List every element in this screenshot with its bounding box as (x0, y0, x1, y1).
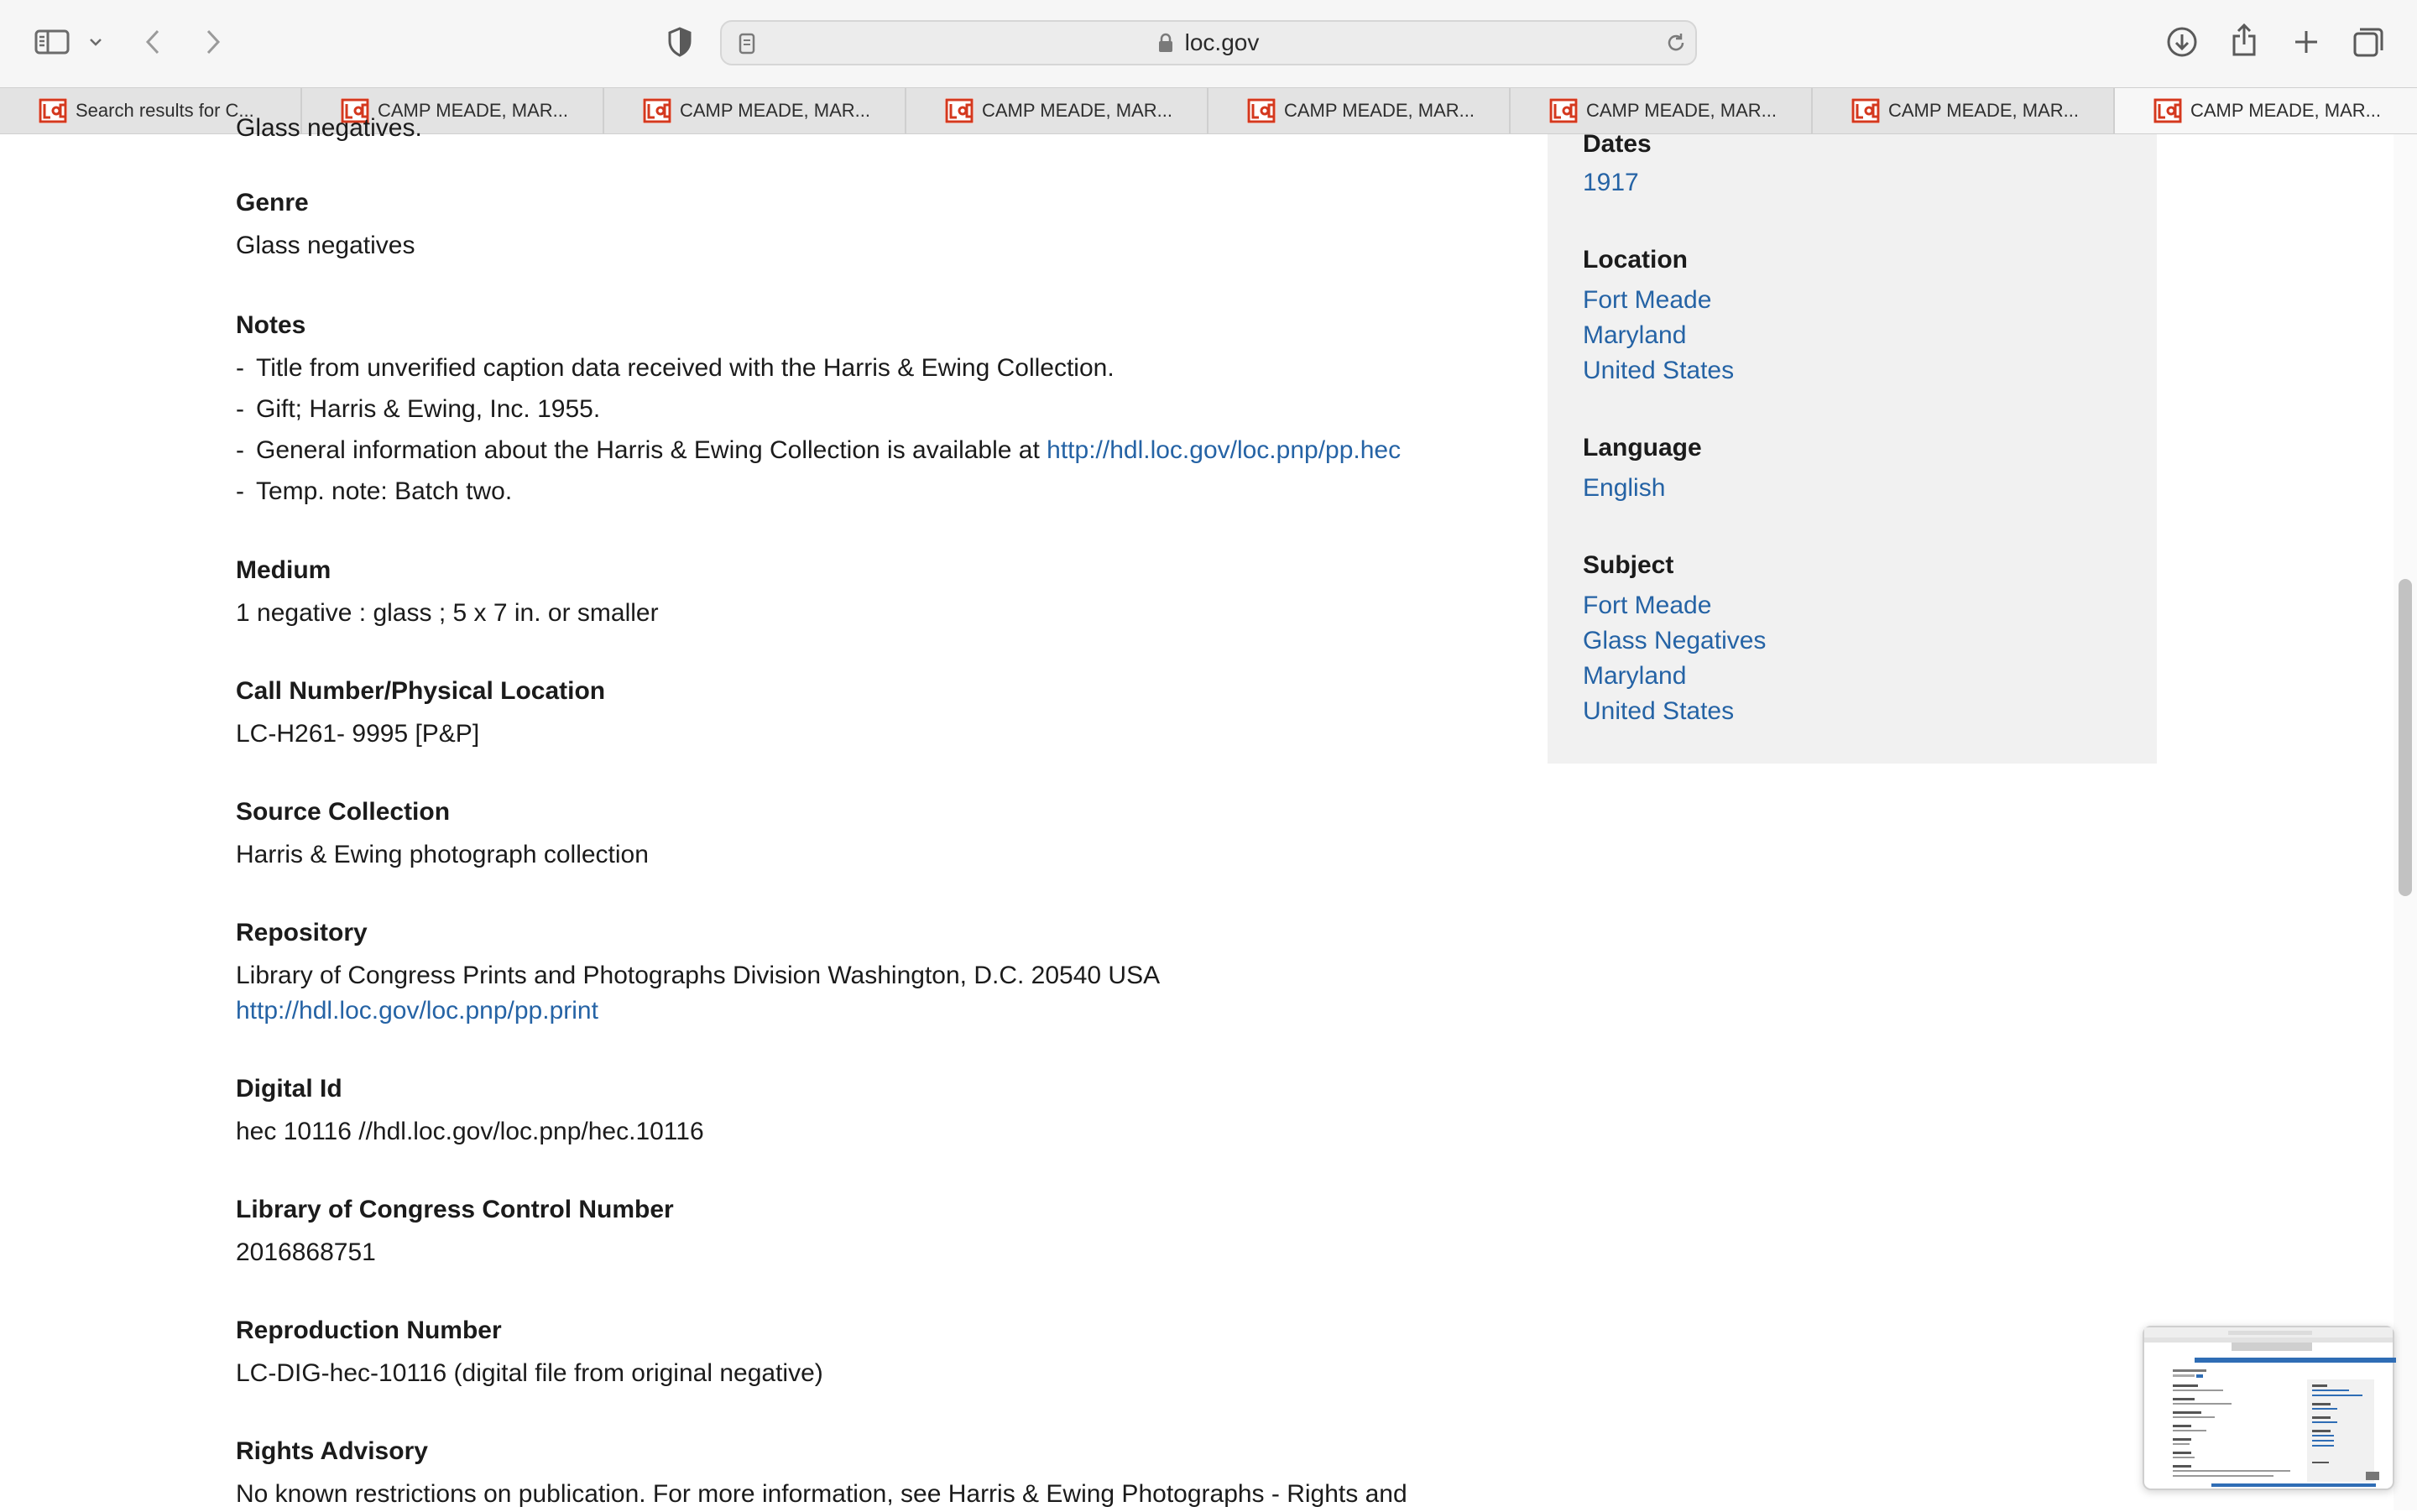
rights-advisory-section (236, 1435, 1407, 1512)
genre-section (236, 186, 415, 263)
field-label: Digital Id (236, 1075, 342, 1103)
field-value: Harris & Ewing photograph collection (236, 841, 649, 868)
field-label: Medium (236, 556, 331, 584)
field-label: Repository (236, 919, 368, 946)
new-tab-plus-icon[interactable] (2288, 23, 2325, 60)
tab-title: CAMP MEADE, MAR... (982, 100, 1172, 121)
note-item: - Temp. note: Batch two. (236, 477, 513, 505)
tab-overview-icon[interactable] (2350, 23, 2387, 60)
browser-toolbar (0, 0, 2417, 87)
tab-title: CAMP MEADE, MAR... (1284, 100, 1475, 121)
note-text: Title from unverified caption data received with the Harris & Ewing Collection. (256, 354, 1115, 382)
field-value: LC-DIG-hec-10116 (digital file from original negative) (236, 1359, 823, 1387)
browser-tab[interactable] (604, 88, 906, 133)
loc-favicon-icon (1549, 98, 1578, 123)
tab-title: CAMP MEADE, MAR... (1888, 100, 2079, 121)
note-item: - Gift; Harris & Ewing, Inc. 1955. (236, 395, 601, 423)
back-arrow-icon[interactable] (138, 23, 168, 60)
privacy-shield-icon[interactable] (663, 25, 697, 59)
browser-tab[interactable] (1813, 88, 2115, 133)
location-link[interactable]: United States (1583, 357, 1735, 384)
tab-title: CAMP MEADE, MAR... (680, 100, 870, 121)
downloads-icon[interactable] (2164, 23, 2200, 60)
date-link[interactable]: 1917 (1583, 169, 1639, 196)
note-text: General information about the Harris & Ewing Collection is available at (256, 436, 1047, 464)
tab-title: CAMP MEADE, MAR... (2190, 100, 2381, 121)
loc-favicon-icon (643, 98, 671, 123)
loc-favicon-icon (39, 98, 67, 123)
field-label: Rights Advisory (236, 1437, 428, 1465)
field-value: No known restrictions on publication. For more information, see Harris & Ewing Photographs - Rights and (236, 1480, 1407, 1508)
partial-field-value: Glass negatives. (236, 114, 422, 142)
browser-tab-active[interactable] (2115, 88, 2417, 133)
share-icon[interactable] (2226, 20, 2263, 60)
field-label: Reproduction Number (236, 1316, 502, 1344)
browser-tab[interactable] (1511, 88, 1813, 133)
notes-list (236, 347, 1401, 512)
loc-favicon-icon (945, 98, 974, 123)
loc-favicon-icon (1247, 98, 1276, 123)
browser-tab[interactable] (906, 88, 1208, 133)
subject-label: Subject (1583, 551, 1674, 579)
lccn-section (236, 1193, 674, 1270)
browser-tab[interactable] (1208, 88, 1511, 133)
url-display (722, 22, 1695, 64)
field-value: 1 negative : glass ; 5 x 7 in. or smaller (236, 599, 659, 627)
reload-icon[interactable] (1663, 30, 1689, 55)
forward-arrow-icon[interactable] (198, 23, 228, 60)
field-value: hec 10116 //hdl.loc.gov/loc.pnp/hec.10116 (236, 1118, 704, 1145)
tab-title: CAMP MEADE, MAR... (378, 100, 568, 121)
digital-id-section (236, 1072, 704, 1150)
loc-favicon-icon (2153, 98, 2182, 123)
language-label: Language (1583, 434, 1702, 461)
field-value: Library of Congress Prints and Photographs Division Washington, D.C. 20540 USA (236, 962, 1161, 989)
note-text: Temp. note: Batch two. (256, 477, 513, 505)
subject-link[interactable]: Maryland (1583, 662, 1687, 690)
note-text: Gift; Harris & Ewing, Inc. 1955. (256, 395, 601, 423)
lock-icon (1158, 33, 1173, 53)
page-preview-thumbnail[interactable] (2143, 1326, 2394, 1490)
subject-link[interactable]: United States (1583, 697, 1735, 725)
loc-favicon-icon (1851, 98, 1880, 123)
subject-link[interactable]: Glass Negatives (1583, 627, 1767, 654)
field-label: Call Number/Physical Location (236, 677, 606, 705)
thumbnail-page-image (2144, 1327, 2393, 1489)
field-value: LC-H261- 9995 [P&P] (236, 720, 480, 748)
source-collection-section (236, 795, 649, 873)
tab-title: Search results for C... (76, 100, 254, 121)
field-label: Library of Congress Control Number (236, 1196, 674, 1223)
field-value: 2016868751 (236, 1238, 376, 1266)
medium-section (236, 554, 659, 631)
sidebar-toggle-icon[interactable] (32, 25, 72, 59)
address-bar[interactable] (720, 20, 1697, 65)
repository-link[interactable]: http://hdl.loc.gov/loc.pnp/pp.print (236, 997, 598, 1025)
subject-link[interactable]: Fort Meade (1583, 592, 1712, 619)
repository-section (236, 916, 1160, 1029)
note-item: - Title from unverified caption data received with the Harris & Ewing Collection. (236, 354, 1115, 382)
hec-collection-link[interactable]: http://hdl.loc.gov/loc.pnp/pp.hec (1047, 436, 1402, 464)
tab-title: CAMP MEADE, MAR... (1586, 100, 1777, 121)
field-value: Glass negatives (236, 232, 415, 259)
location-label: Location (1583, 246, 1688, 274)
facets-sidebar (1548, 130, 2157, 764)
page-content (0, 114, 2417, 1510)
dates-label: Dates (1583, 130, 1652, 158)
location-link[interactable]: Fort Meade (1583, 286, 1712, 314)
field-label: Notes (236, 311, 306, 339)
language-link[interactable]: English (1583, 474, 1666, 502)
note-item: - General information about the Harris & Ewing Collection is available at http://hdl.loc.gov/loc.pnp/pp.hec (236, 436, 1402, 464)
reproduction-number-section (236, 1314, 823, 1391)
field-label: Genre (236, 189, 309, 216)
field-label: Source Collection (236, 798, 451, 826)
call-number-section (236, 675, 605, 752)
chevron-down-icon[interactable] (86, 30, 106, 54)
scrollbar-thumb[interactable] (2399, 579, 2412, 896)
notes-section (236, 309, 1401, 512)
url-text: loc.gov (1184, 29, 1260, 55)
location-link[interactable]: Maryland (1583, 321, 1687, 349)
